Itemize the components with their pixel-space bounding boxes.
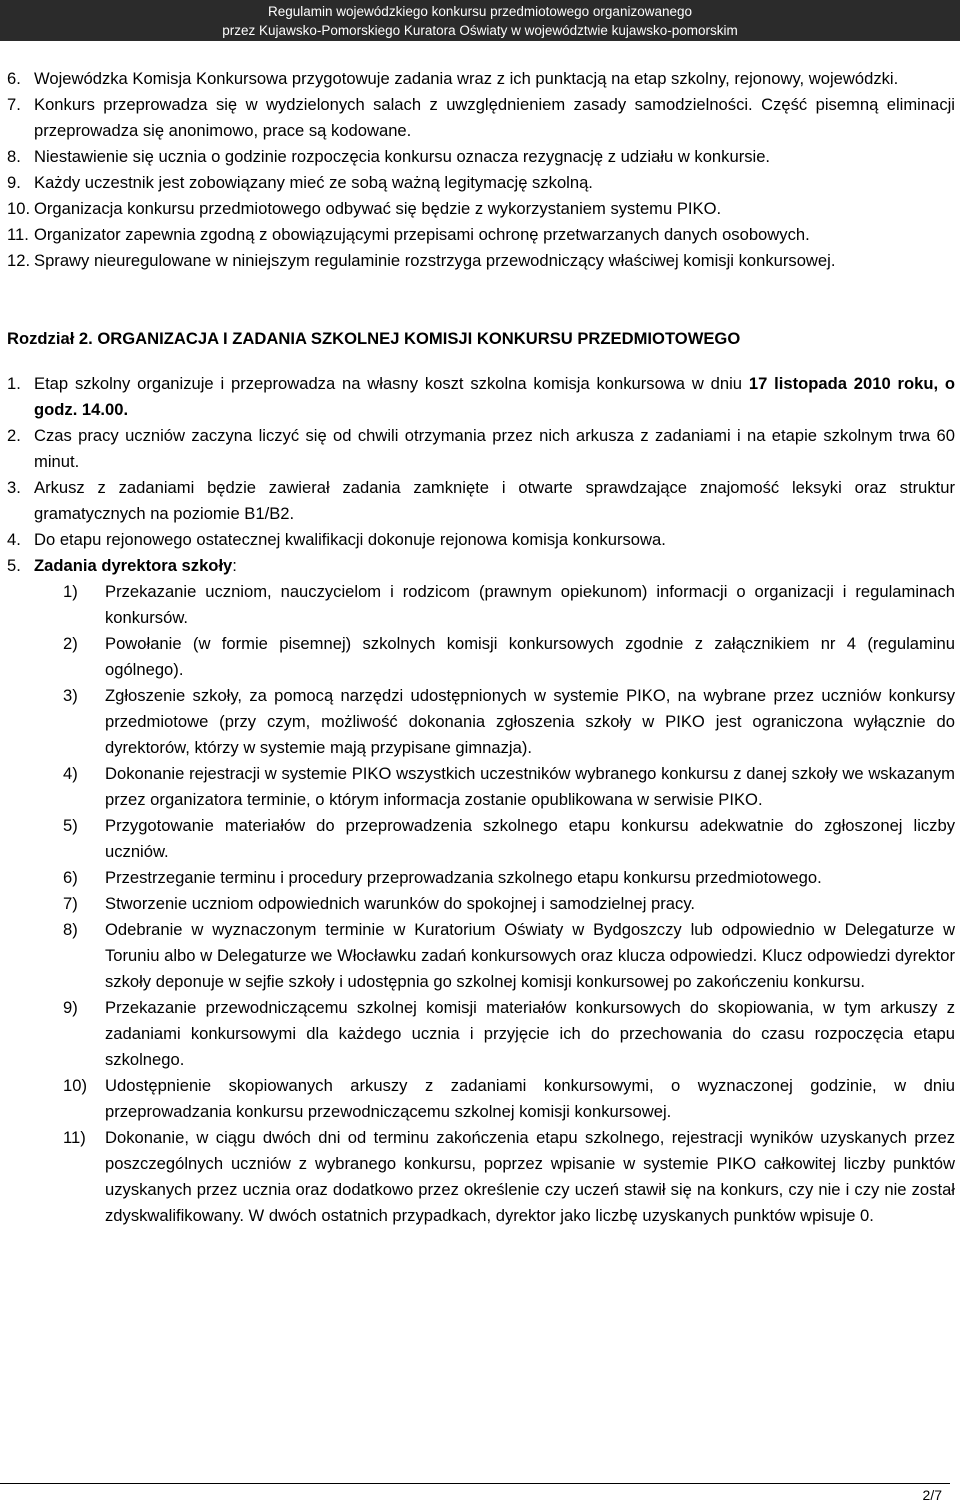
- duty-number: 4): [63, 764, 78, 783]
- duty-item: [7, 995, 955, 1073]
- duty-text: Udostępnienie skopiowanych arkuszy z zadaniami konkursowymi, o wyznaczonej godzinie, w dniu przeprowadzania konkursu przewodniczącemu szkolnej komisji konkursowej.: [105, 1076, 955, 1121]
- item-number: 1.: [7, 374, 21, 393]
- item-text: [7, 371, 955, 423]
- duty-number: 6): [63, 868, 78, 887]
- section-title: Rozdział 2. ORGANIZACJA I ZADANIA SZKOLNEJ KOMISJI KONKURSU PRZEDMIOTOWEGO: [7, 329, 741, 348]
- list-item: [7, 170, 955, 196]
- duty-number: 8): [63, 920, 78, 939]
- list-item: [7, 527, 955, 553]
- duty-text: Powołanie (w formie pisemnej) szkolnych komisji konkursowych zgodnie z załącznikiem nr 4 (regulaminu ogólnego).: [105, 634, 955, 679]
- duty-item: [7, 813, 955, 865]
- item-number: 10.: [7, 199, 31, 218]
- section-list: [7, 371, 955, 579]
- list-item: [7, 423, 955, 475]
- duty-number: 1): [63, 582, 78, 601]
- duty-text: Przekazanie uczniom, nauczycielom i rodzicom (prawnym opiekunom) informacji o organizacji i regulaminach konkursów.: [105, 582, 955, 627]
- list-item: [7, 222, 955, 248]
- duty-item: [7, 917, 955, 995]
- list-item: [7, 475, 955, 527]
- item-text: Sprawy nieuregulowane w niniejszym regulaminie rozstrzyga przewodniczący właściwej komisji konkursowej.: [34, 251, 836, 270]
- duty-text: Dokonanie, w ciągu dwóch dni od terminu zakończenia etapu szkolnego, rejestracji wyników uzyskanych przez poszczególnych uczniów z wybranego konkursu, poprzez wpisanie w systemie PIKO całkowitej liczby punktów uzyskanych przez ucznia oraz dodatkowo przez określenie czy uczeń stawił się na konkurs, czy nie i czy nie został zdyskwalifikowany. W dwóch ostatnich przypadkach, dyrektor jako liczbę uzyskanych punktów wpisuje 0.: [105, 1128, 955, 1225]
- duty-text: Stworzenie uczniom odpowiednich warunków do spokojnej i samodzielnej pracy.: [105, 894, 696, 913]
- duty-text: Przestrzeganie terminu i procedury przeprowadzania szkolnego etapu konkursu przedmiotowego.: [105, 868, 822, 887]
- header-line-1: Regulamin wojewódzkiego konkursu przedmiotowego organizowanego: [268, 4, 692, 19]
- page-number: 2/7: [922, 1487, 942, 1503]
- list-item: [7, 196, 955, 222]
- item-text-part: Etap szkolny organizuje i przeprowadza na własny koszt szkolna komisja konkursowa w dniu: [34, 374, 749, 393]
- duty-text: Przekazanie przewodniczącemu szkolnej komisji materiałów konkursowych do skopiowania, w tym arkuszy z zadaniami konkursowymi dla każdego ucznia i przyjęcie ich do przechowania do czasu rozpoczęcia etapu szkolnego.: [105, 998, 955, 1069]
- duty-item: [7, 1125, 955, 1229]
- duty-item: [7, 891, 955, 917]
- item-number: 11.: [7, 225, 29, 244]
- item-text: Do etapu rejonowego ostatecznej kwalifikacji dokonuje rejonowa komisja konkursowa.: [34, 530, 666, 549]
- item-number: 5.: [7, 556, 21, 575]
- item-text-part: :: [232, 556, 237, 575]
- top-list: [7, 66, 955, 274]
- item-text: Niestawienie się ucznia o godzinie rozpoczęcia konkursu oznacza rezygnację z udziału w konkursie.: [34, 147, 771, 166]
- list-item: [7, 248, 955, 274]
- duties-list: [7, 579, 955, 1229]
- list-item: [7, 144, 955, 170]
- duty-item: [7, 579, 955, 631]
- item-number: 2.: [7, 426, 21, 445]
- list-item: [7, 371, 955, 423]
- document-body: [7, 66, 955, 1229]
- item-heading-bold: Zadania dyrektora szkoły: [34, 556, 233, 575]
- item-number: 4.: [7, 530, 21, 549]
- item-number: 8.: [7, 147, 21, 166]
- item-number: 12.: [7, 251, 31, 270]
- page-header: [0, 0, 960, 41]
- item-text: Każdy uczestnik jest zobowiązany mieć ze sobą ważną legitymację szkolną.: [34, 173, 593, 192]
- item-date-bold: 17 listopada 2010 roku, o godz. 14.00.: [34, 374, 956, 419]
- duty-number: 5): [63, 816, 78, 835]
- duty-number: 11): [63, 1128, 86, 1147]
- item-text: Organizator zapewnia zgodną z obowiązującymi przepisami ochronę przetwarzanych danych osobowych.: [34, 225, 810, 244]
- duty-item: [7, 865, 955, 891]
- duty-text: Dokonanie rejestracji w systemie PIKO wszystkich uczestników wybranego konkursu z danej szkoły we wskazanym przez organizatora terminie, o którym informacja zostanie opublikowana w serwisie PIKO.: [105, 764, 955, 809]
- item-text: Arkusz z zadaniami będzie zawierał zadania zamknięte i otwarte sprawdzające znajomość leksyki oraz struktur gramatycznych na poziomie B1/B2.: [34, 478, 955, 523]
- duty-number: 10): [63, 1076, 87, 1095]
- item-number: 7.: [7, 95, 21, 114]
- item-text: Czas pracy uczniów zaczyna liczyć się od chwili otrzymania przez nich arkusza z zadaniami i na etapie szkolnym trwa 60 minut.: [34, 426, 955, 471]
- header-line-2: przez Kujawsko-Pomorskiego Kuratora Oświaty w województwie kujawsko-pomorskim: [222, 23, 738, 38]
- duty-item: [7, 1073, 955, 1125]
- item-number: 9.: [7, 173, 21, 192]
- duty-number: 7): [63, 894, 78, 913]
- item-text: Organizacja konkursu przedmiotowego odbywać się będzie z wykorzystaniem systemu PIKO.: [34, 199, 722, 218]
- duty-number: 3): [63, 686, 78, 705]
- list-item: [7, 92, 955, 144]
- duty-text: Przygotowanie materiałów do przeprowadzenia szkolnego etapu konkursu adekwatnie do zgłoszonej liczby uczniów.: [105, 816, 955, 861]
- duty-item: [7, 631, 955, 683]
- list-item: [7, 553, 955, 579]
- duty-text: Odebranie w wyznaczonym terminie w Kuratorium Oświaty w Bydgoszczy lub odpowiednio w Delegaturze w Toruniu albo w Delegaturze we Włocławku zadań konkursowych oraz klucza odpowiedzi. Klucz odpowiedzi dyrektor szkoły deponuje w sejfie szkoły i udostępnia go szkolnej komisji konkursowej po zakończeniu konkursu.: [105, 920, 955, 991]
- duty-number: 2): [63, 634, 78, 653]
- duty-text: Zgłoszenie szkoły, za pomocą narzędzi udostępnionych w systemie PIKO, na wybrane przez uczniów konkursy przedmiotowe (przy czym, możliwość dokonania zgłoszenia szkoły w PIKO jest ograniczona wyłącznie do dyrektorów, którzy w systemie mają przypisane gimnazja).: [105, 686, 955, 757]
- item-text: Konkurs przeprowadza się w wydzielonych salach z uwzględnieniem zasady samodzielności. Część pisemną eliminacji przeprowadza się anonimowo, prace są kodowane.: [34, 95, 955, 140]
- list-item: [7, 66, 955, 92]
- footer-divider: [0, 1483, 950, 1484]
- item-text: [7, 553, 955, 579]
- item-number: 6.: [7, 69, 21, 88]
- item-text: Wojewódzka Komisja Konkursowa przygotowuje zadania wraz z ich punktacją na etap szkolny, rejonowy, wojewódzki.: [34, 69, 899, 88]
- item-number: 3.: [7, 478, 21, 497]
- duty-item: [7, 761, 955, 813]
- duty-item: [7, 683, 955, 761]
- duty-number: 9): [63, 998, 78, 1017]
